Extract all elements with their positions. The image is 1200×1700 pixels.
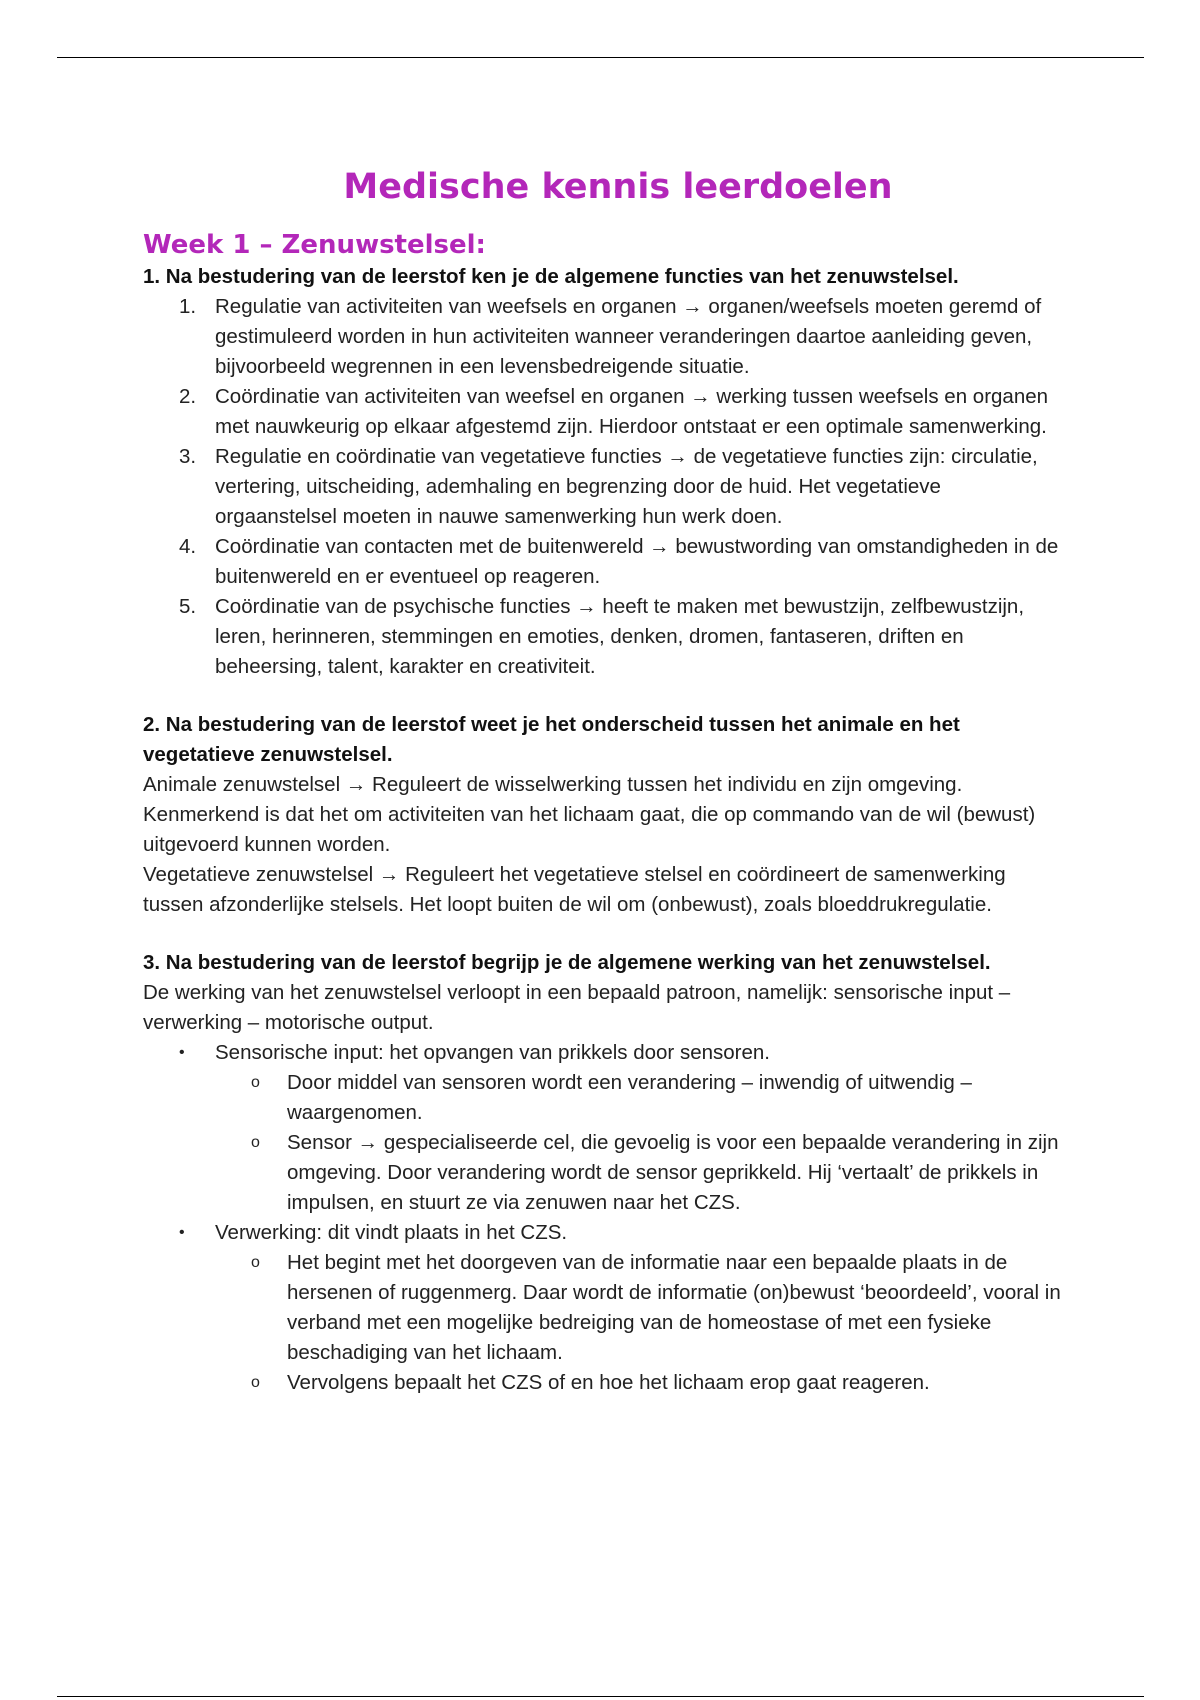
vegetatieve-paragraph: Vegetatieve zenuwstelsel → Reguleert het vegetatieve stelsel en coördineert de samenwerking tussen afzonderlijke stelsels. Het loopt buiten de wil om (onbewust), zoals bloeddrukregulatie. xyxy=(143,863,1006,916)
werking-list xyxy=(143,1038,1063,1398)
circle-bullet-icon: o xyxy=(251,1374,260,1391)
list-number: 1. xyxy=(179,295,197,318)
question-2-heading: 2. Na bestudering van de leerstof weet je het onderscheid tussen het animale en het vegetatieve zenuwstelsel. xyxy=(143,713,960,766)
functions-list xyxy=(143,292,1063,682)
section-title-week-1: Week 1 – Zenuwstelsel: xyxy=(143,230,486,260)
list-item xyxy=(179,442,1063,532)
circle-bullet-icon: o xyxy=(251,1074,260,1091)
list-item-text: Verwerking: dit vindt plaats in het CZS. xyxy=(215,1221,568,1244)
document-page xyxy=(143,160,1063,1398)
list-item xyxy=(179,1218,1063,1398)
list-item xyxy=(179,592,1063,682)
list-number: 4. xyxy=(179,535,197,558)
list-item-text: Regulatie van activiteiten van weefsels en organen → organen/weefsels moeten geremd of gestimuleerd worden in hun activiteiten wanneer veranderingen daartoe aanleiding geven, bijvoorbeeld wegrennen in een levensbedreigende situatie. xyxy=(215,295,1042,378)
question-3-heading: 3. Na bestudering van de leerstof begrijp je de algemene werking van het zenuwstelsel. xyxy=(143,951,991,974)
list-item-text: Regulatie en coördinatie van vegetatieve functies → de vegetatieve functies zijn: circulatie, vertering, uitscheiding, ademhaling en begrenzing door de huid. Het vegetatieve orgaanstelsel moeten in nauwe samenwerking hun werk doen. xyxy=(215,445,1038,528)
list-item-text: Coördinatie van de psychische functies → heeft te maken met bewustzijn, zelfbewustzijn, leren, herinneren, stemmingen en emoties, denken, dromen, fantaseren, driften en beheersing, talent, karakter en creativiteit. xyxy=(215,595,1025,678)
sub-list-item xyxy=(251,1068,1063,1128)
list-item-text: Coördinatie van contacten met de buitenwereld → bewustwording van omstandigheden in de buitenwereld en er eventueel op reageren. xyxy=(215,535,1059,588)
list-item-text: Sensorische input: het opvangen van prikkels door sensoren. xyxy=(215,1041,770,1064)
footer-rule xyxy=(57,1696,1144,1697)
circle-bullet-icon: o xyxy=(251,1254,260,1271)
sub-list-item-text: Door middel van sensoren wordt een verandering – inwendig of uitwendig – waargenomen. xyxy=(287,1071,972,1124)
sub-list-item xyxy=(251,1248,1063,1368)
circle-bullet-icon: o xyxy=(251,1134,260,1151)
sub-list-item-text: Het begint met het doorgeven van de informatie naar een bepaalde plaats in de hersenen of ruggenmerg. Daar wordt de informatie (on)bewust ‘beoordeeld’, vooral in verband met een mogelijke bedreiging van de homeostase of met een fysieke beschadiging van het lichaam. xyxy=(287,1251,1061,1364)
sub-list-item-text: Sensor → gespecialiseerde cel, die gevoelig is voor een bepaalde verandering in zijn omgeving. Door verandering wordt de sensor geprikkeld. Hij ‘vertaalt’ de prikkels in impulsen, en stuurt ze via zenuwen naar het CZS. xyxy=(287,1131,1059,1214)
list-item xyxy=(179,532,1063,592)
header-rule xyxy=(57,57,1144,58)
sub-list xyxy=(215,1248,1063,1398)
list-number: 2. xyxy=(179,385,197,408)
question-1-heading: 1. Na bestudering van de leerstof ken je de algemene functies van het zenuwstelsel. xyxy=(143,265,959,288)
werking-intro: De werking van het zenuwstelsel verloopt in een bepaald patroon, namelijk: sensorische input – verwerking – motorische output. xyxy=(143,981,1011,1034)
list-number: 3. xyxy=(179,445,197,468)
animale-paragraph: Animale zenuwstelsel → Reguleert de wisselwerking tussen het individu en zijn omgeving. Kenmerkend is dat het om activiteiten van het lichaam gaat, die op commando van de wil (bewust) uitgevoerd kunnen worden. xyxy=(143,773,1036,856)
list-item xyxy=(179,382,1063,442)
bullet-icon: • xyxy=(179,1044,185,1061)
document-title: Medische kennis leerdoelen xyxy=(343,167,893,207)
list-item xyxy=(179,292,1063,382)
sub-list-item-text: Vervolgens bepaalt het CZS of en hoe het lichaam erop gaat reageren. xyxy=(287,1371,930,1394)
list-item-text: Coördinatie van activiteiten van weefsel en organen → werking tussen weefsels en organen met nauwkeurig op elkaar afgestemd zijn. Hierdoor ontstaat er een optimale samenwerking. xyxy=(215,385,1049,438)
sub-list-item xyxy=(251,1128,1063,1218)
list-number: 5. xyxy=(179,595,197,618)
bullet-icon: • xyxy=(179,1224,185,1241)
list-item xyxy=(179,1038,1063,1218)
sub-list xyxy=(215,1068,1063,1218)
sub-list-item xyxy=(251,1368,1063,1398)
